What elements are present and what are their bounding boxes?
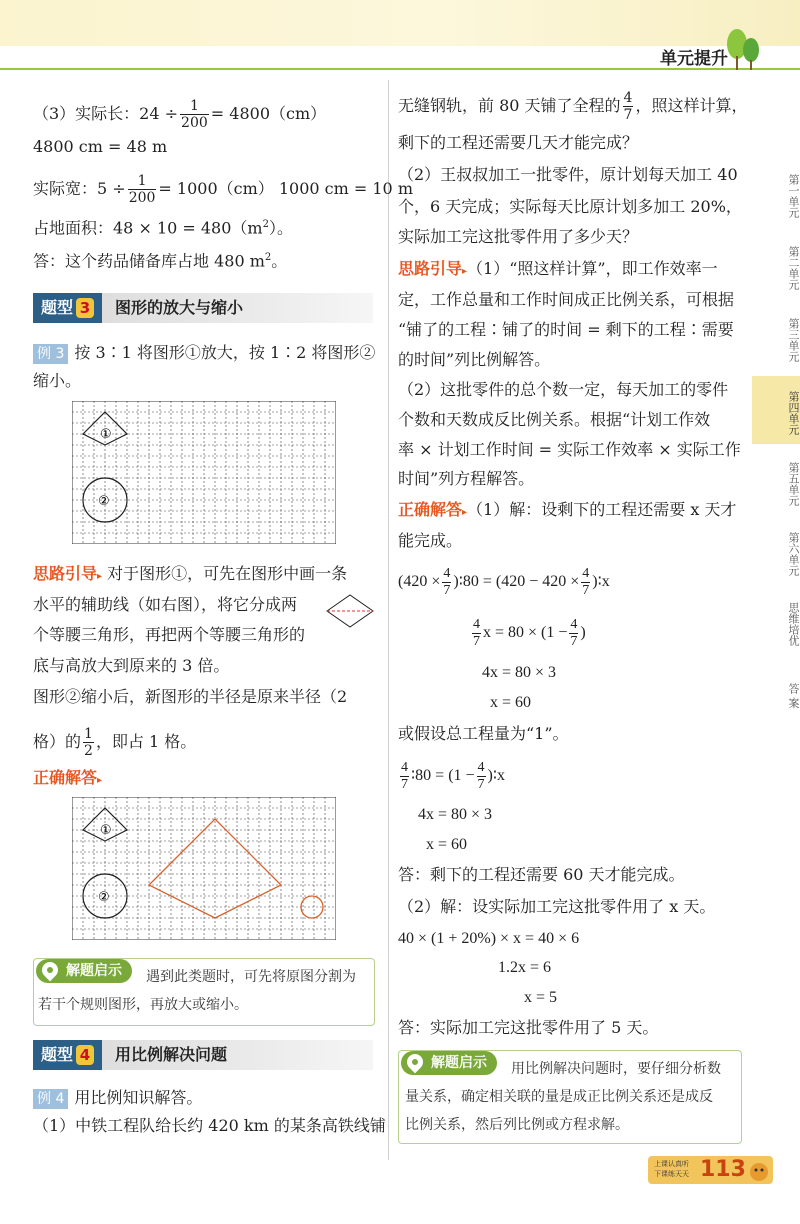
- kite-helper-figure: [325, 593, 375, 631]
- hint-line-6: 格）的 $\frac{1}{2}$ ，即占 1 格。: [33, 726, 197, 759]
- section-badge: 题型 3: [33, 293, 102, 323]
- tree-icon: [725, 28, 761, 70]
- tip-box-right: [398, 1050, 742, 1144]
- grid-lines: [72, 797, 336, 940]
- tip-text-1: 用比例解决问题时，要仔细分析数: [511, 1061, 721, 1077]
- hint-r-8: 时间”列方程解答。: [398, 469, 535, 488]
- alternative-method: 或假设总工程量为“1”。: [398, 724, 569, 743]
- hint-line-3: 个等腰三角形，再把两个等腰三角形的: [33, 625, 306, 644]
- label-1: ①: [100, 427, 112, 442]
- hint-r-6: 个数和天数成反比例关系。根据“计划工作效: [398, 410, 711, 429]
- equation-7: x = 60: [426, 836, 468, 853]
- hint-r-7: 率 × 计划工作时间 = 实际工作效率 × 实际工作: [398, 440, 741, 459]
- answer-heading: 正确解答▸: [33, 768, 103, 787]
- equation-6: 4x = 80 × 3: [418, 806, 493, 823]
- question-2-line-2: 个，6 天完成；实际每天比原计划多加工 20%，: [398, 197, 742, 216]
- hint-line-5: 图形②缩小后，新图形的半径是原来半径（2: [33, 687, 348, 706]
- hint-label: 思路引导: [398, 259, 463, 278]
- calc-conversion-1: 4800 cm = 48 m: [33, 137, 168, 156]
- header-band: [0, 0, 800, 46]
- grid-figure-2: [72, 797, 336, 940]
- example-4-question-1: （1）中铁工程队给长约 420 km 的某条高铁线铺: [33, 1116, 386, 1135]
- grid-figure-1: [72, 401, 336, 544]
- example-tag: 例 4: [33, 1089, 68, 1109]
- answer-label: 正确解答: [33, 768, 98, 787]
- answer-1: 答：剩下的工程还需要 60 天才能完成。: [398, 865, 685, 884]
- question-2-line-3: 实际加工完这批零件用了多少天？: [398, 227, 639, 246]
- page-number: 113: [700, 1157, 746, 1182]
- answer-r-2: 能完成。: [398, 531, 463, 550]
- equation-2: $\frac{4}{7}$ x = 80 × (1 − $\frac{4}{7}$ ): [473, 617, 586, 649]
- hint-r-2: 定，工作总量和工作时间成正比例关系，可根据: [398, 290, 735, 309]
- tip-box-left: [33, 958, 375, 1026]
- hint-r-4: 的时间”列比例解答。: [398, 350, 551, 369]
- example-4: 例 4 用比例知识解答。: [33, 1087, 202, 1109]
- calc-area: 占地面积：$48 \times 10 = 480(m^2)$。: [33, 218, 293, 238]
- equation-8: 40 × (1 + 20%) × x = 40 × 6: [398, 930, 580, 947]
- sidebar-tab-unit-2[interactable]: 第二单元: [787, 246, 800, 290]
- equation-4: x = 60: [490, 694, 532, 711]
- solution-2-intro: （2）解：设实际加工完这批零件用了 x 天。: [398, 897, 716, 916]
- calc-width: 实际宽：5 ÷ $\frac{1}{200}$ = 1000（cm） 1000 cm = 10 m: [33, 173, 413, 206]
- example-3: 例 3 按 3∶1 将图形①放大，按 1∶2 将图形②: [33, 342, 375, 364]
- sidebar-tab-unit-3[interactable]: 第三单元: [787, 318, 800, 362]
- tip-pill: 解题启示: [36, 959, 132, 983]
- section-badge: 题型 4: [33, 1040, 102, 1070]
- answer-2: 答：实际加工完这批零件用了 5 天。: [398, 1018, 659, 1037]
- calc-length: （3）实际长：24 ÷ $\frac{1}{200}$ = 4800（cm）: [33, 98, 327, 131]
- sidebar-tab-thinking[interactable]: 思维培优: [787, 602, 800, 646]
- tip-text-1: 遇到此类题时，可先将原图分割为: [146, 969, 356, 985]
- tip-text-2: 若干个规则图形，再放大或缩小。: [38, 997, 248, 1013]
- section-title: 图形的放大与缩小: [115, 298, 244, 317]
- example-tag: 例 3: [33, 344, 68, 364]
- sidebar-tab-unit-5[interactable]: 第五单元: [787, 462, 800, 506]
- question-2-line-1: （2）王叔叔加工一批零件，原计划每天加工 40: [398, 165, 738, 184]
- tip-text-3: 比例关系，然后列比例或方程求解。: [405, 1117, 629, 1133]
- section-3-header: [33, 293, 373, 323]
- sidebar-tab-unit-4[interactable]: 第四单元: [752, 376, 800, 444]
- hint-label: 思路引导: [33, 564, 98, 583]
- hint-r-1: 思路引导▸（1）“照这样计算”，即工作效率一: [398, 259, 718, 278]
- equation-10: x = 5: [524, 989, 558, 1006]
- hint-r-5: （2）这批零件的总个数一定，每天加工的零件: [398, 380, 729, 399]
- section-4-header: [33, 1040, 373, 1070]
- answer-area: 答：这个药品储备库占地 480 $m^2$。: [33, 251, 288, 271]
- unit-title: 单元提升: [660, 49, 728, 69]
- sidebar-tab-answers[interactable]: 答 案: [787, 683, 800, 709]
- answer-label: 正确解答: [398, 500, 463, 519]
- equation-1: (420 × $\frac{4}{7}$ )∶80 = (420 − 420 × $\frac{4}{7}$ )∶x: [398, 566, 610, 598]
- equation-5: $\frac{4}{7}$ ∶80 = (1 − $\frac{4}{7}$ )∶x: [401, 760, 506, 792]
- example-3-cont: 缩小。: [33, 371, 82, 390]
- question-1-cont: 无缝钢轨，前 80 天铺了全程的 $\frac{4}{7}$ ，照这样计算，: [398, 90, 748, 123]
- column-divider: [388, 80, 389, 1160]
- label-2: ②: [98, 494, 110, 509]
- tip-pill: 解题启示: [401, 1051, 497, 1075]
- label-2: ②: [98, 890, 110, 905]
- grid-lines: [72, 401, 336, 544]
- equation-9: 1.2x = 6: [498, 959, 552, 976]
- hint-line-2: 水平的辅助线（如右图），将它分成两: [33, 595, 298, 614]
- sidebar-tab-unit-6[interactable]: 第六单元: [787, 532, 800, 576]
- question-1-end: 剩下的工程还需要几天才能完成？: [398, 133, 639, 152]
- mascot-icon: [748, 1158, 770, 1182]
- hint-line-1: 思路引导▸ 对于图形①，可先在图形中画一条: [33, 564, 348, 583]
- location-pin-icon: [404, 1051, 427, 1074]
- equation-3: 4x = 80 × 3: [482, 664, 557, 681]
- tip-text-2: 量关系，确定相关联的量是成正比例关系还是成反: [405, 1089, 713, 1105]
- location-pin-icon: [39, 959, 62, 982]
- hint-r-3: “铺了的工程∶铺了的时间 = 剩下的工程∶需要: [398, 320, 734, 339]
- sidebar-tab-unit-1[interactable]: 第一单元: [787, 174, 800, 218]
- section-title: 用比例解决问题: [115, 1045, 228, 1064]
- hint-line-4: 底与高放大到原来的 3 倍。: [33, 656, 230, 675]
- page-number-badge: [648, 1156, 773, 1184]
- label-1: ①: [100, 823, 112, 838]
- motto: 上课认真听 下课练天天: [654, 1160, 689, 1178]
- answer-r-1: 正确解答▸（1）解：设剩下的工程还需要 x 天才: [398, 500, 737, 519]
